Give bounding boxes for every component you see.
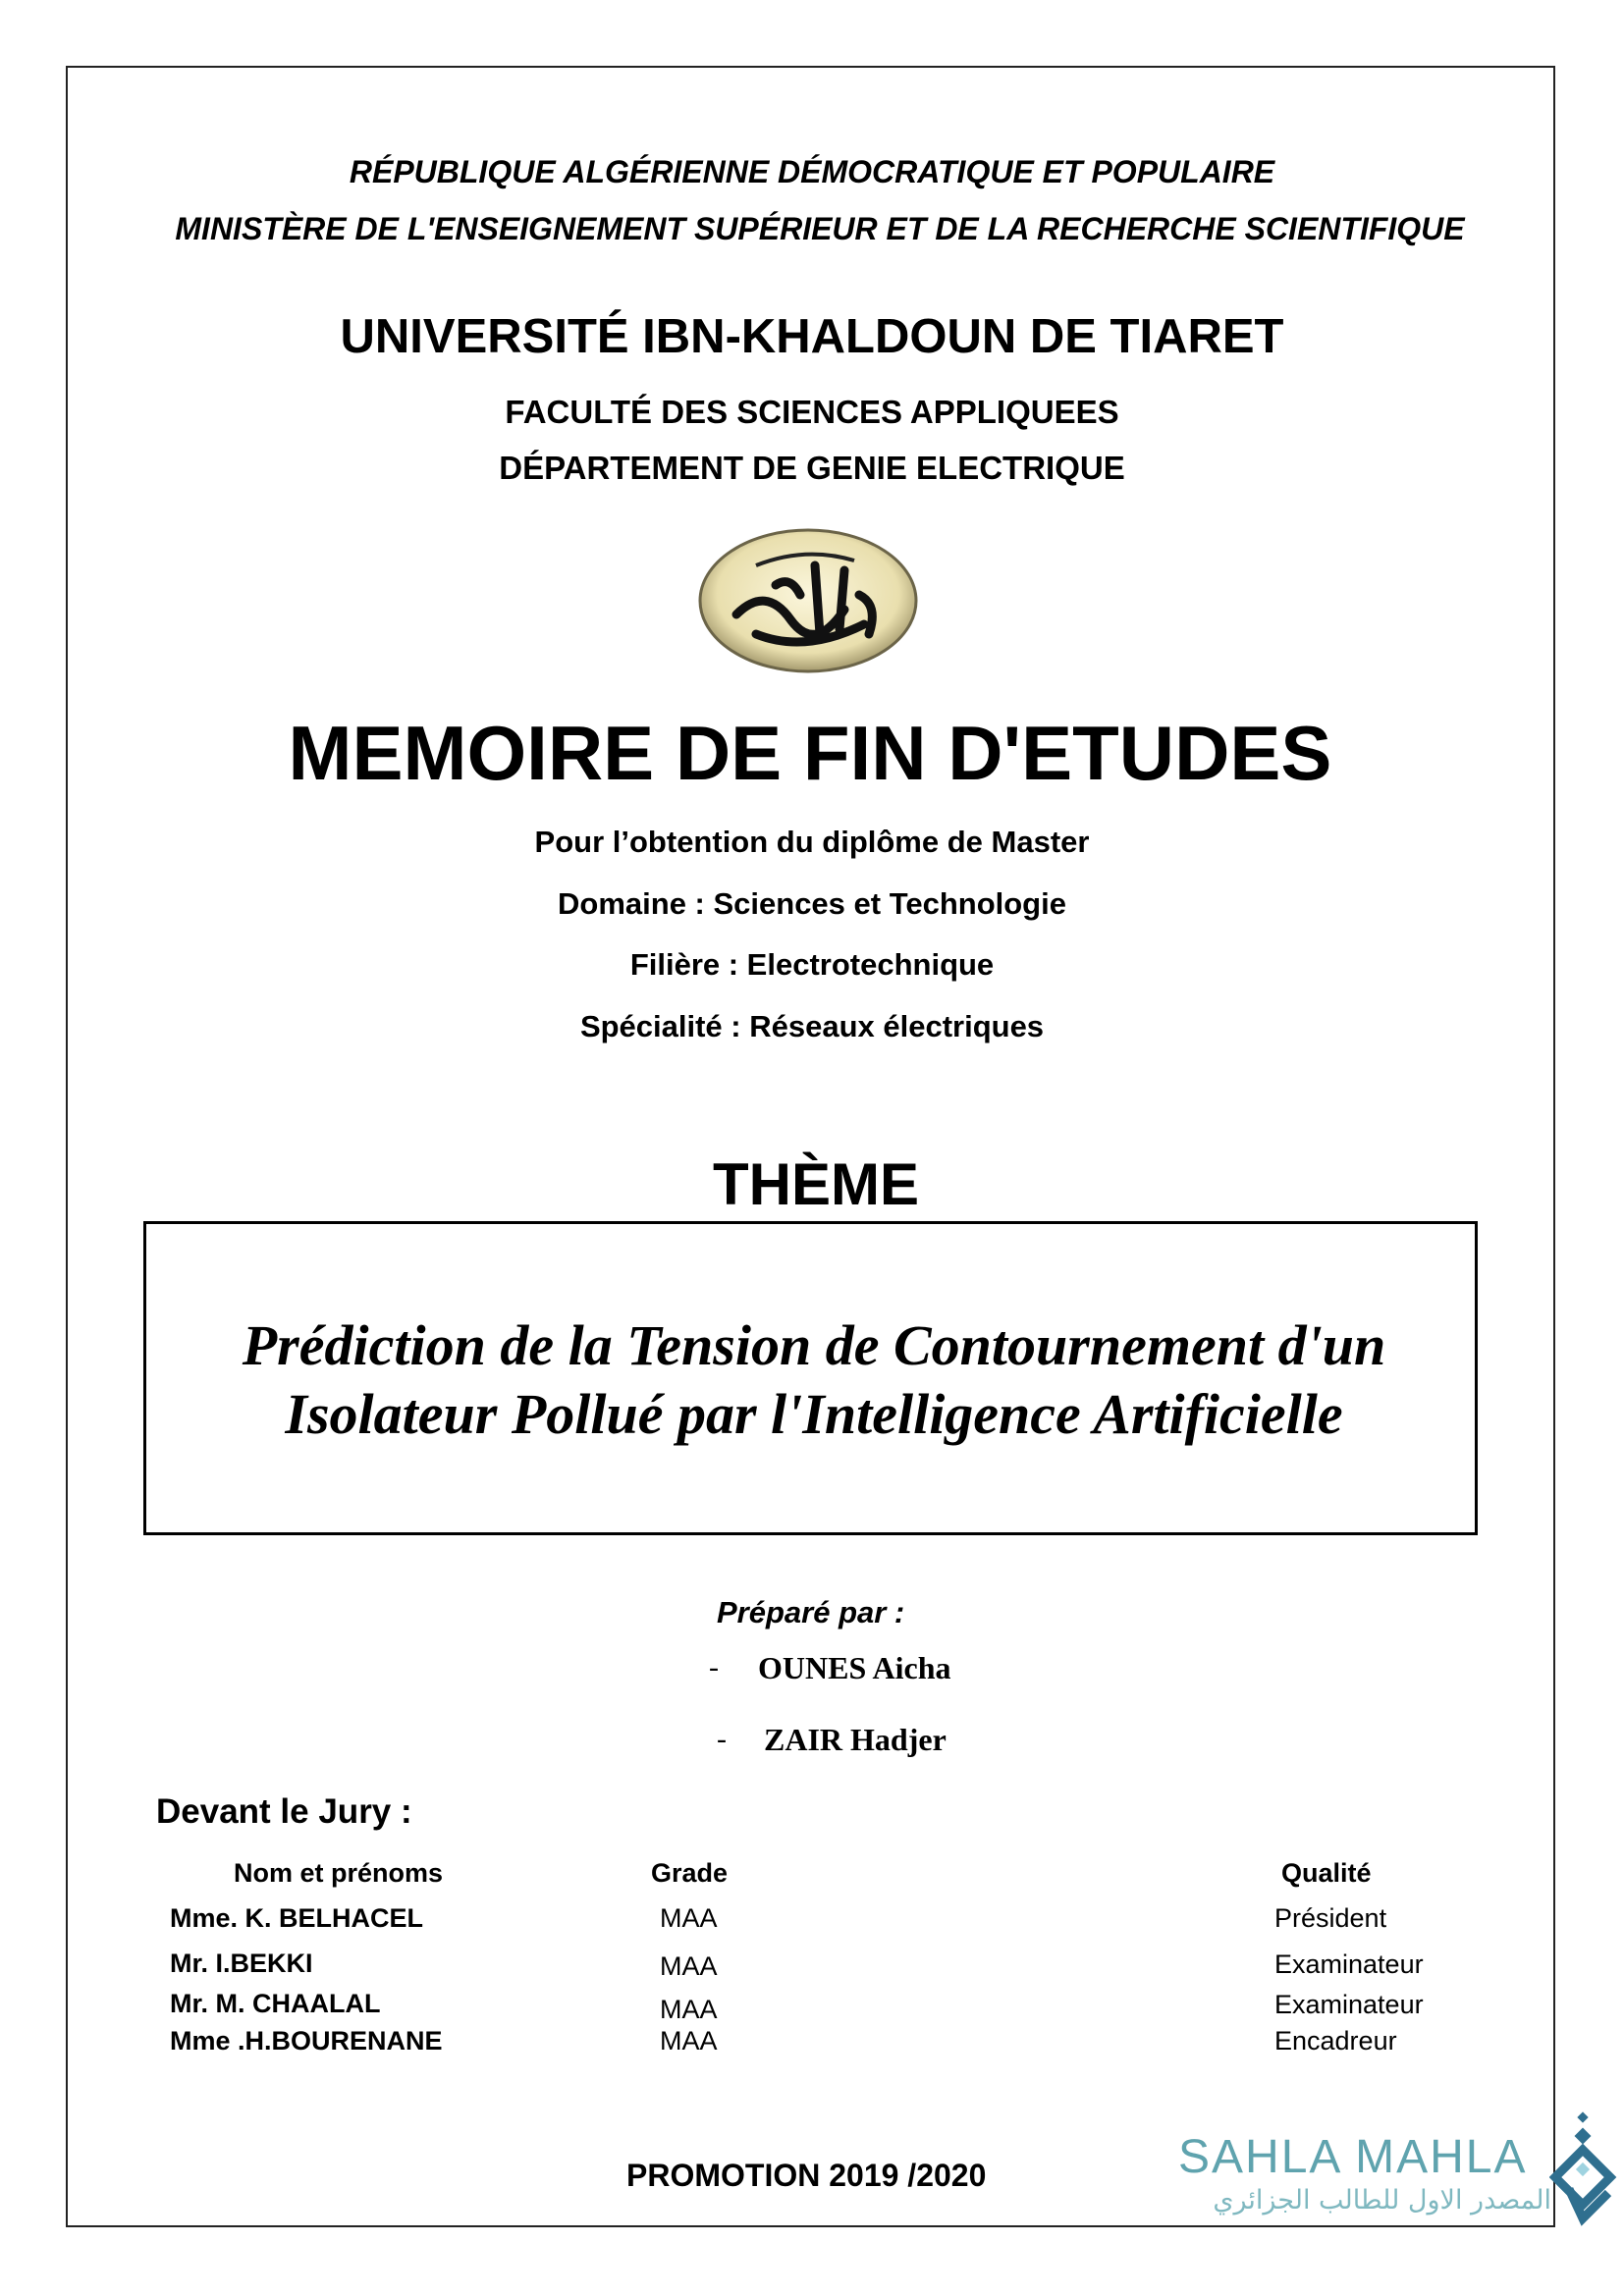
specialty-line: Spécialité : Réseaux électriques xyxy=(579,1009,1045,1043)
theme-label: THÈME xyxy=(713,1151,919,1217)
theme-title-line1: Prédiction de la Tension de Contournement d'un xyxy=(242,1313,1386,1377)
domain-line: Domaine : Sciences et Technologie xyxy=(558,886,1066,921)
jury-member-name: Mme. K. BELHACEL xyxy=(170,1903,424,1933)
jury-member-grade: MAA xyxy=(660,1951,718,1981)
faculty-name: FACULTÉ DES SCIENCES APPLIQUEES xyxy=(505,394,1119,430)
theme-box xyxy=(143,1221,1478,1535)
theme-title-line2: Isolateur Pollué par l'Intelligence Artificielle xyxy=(285,1382,1343,1446)
jury-member-role: Encadreur xyxy=(1274,2026,1397,2056)
jury-member-grade: MAA xyxy=(660,2026,718,2056)
jury-header-grade: Grade xyxy=(651,1858,729,1888)
jury-header-name: Nom et prénoms xyxy=(234,1858,444,1888)
ministry-heading: MINISTÈRE DE L'ENSEIGNEMENT SUPÉRIEUR ET DE LA RECHERCHE SCIENTIFIQUE xyxy=(175,211,1465,246)
watermark-brand: SAHLA MAHLA xyxy=(1178,2131,1528,2183)
jury-member-grade: MAA xyxy=(660,1903,718,1933)
jury-member-name: Mr. I.BEKKI xyxy=(170,1949,313,1978)
university-logo xyxy=(697,526,919,675)
author-dash: - xyxy=(709,1651,719,1683)
watermark-tagline: المصدر الاول للطالب الجزائري xyxy=(1213,2185,1551,2216)
promotion-year: PROMOTION 2019 /2020 xyxy=(626,2158,987,2193)
republic-heading: RÉPUBLIQUE ALGÉRIENNE DÉMOCRATIQUE ET POPULAIRE xyxy=(349,154,1275,189)
field-line: Filière : Electrotechnique xyxy=(629,947,995,982)
university-name: UNIVERSITÉ IBN-KHALDOUN DE TIARET xyxy=(340,310,1284,363)
document-title: MEMOIRE DE FIN D'ETUDES xyxy=(288,710,1332,796)
jury-member-role: Président xyxy=(1274,1903,1387,1933)
jury-member-grade: MAA xyxy=(660,1995,718,2024)
jury-member-name: Mme .H.BOURENANE xyxy=(170,2026,443,2056)
prepared-by-label: Préparé par : xyxy=(717,1595,905,1629)
watermark-logo-icon xyxy=(1549,2110,1624,2228)
jury-member-name: Mr. M. CHAALAL xyxy=(170,1989,381,2018)
diploma-line: Pour l’obtention du diplôme de Master xyxy=(534,825,1090,859)
jury-header-role: Qualité xyxy=(1281,1858,1372,1888)
jury-label: Devant le Jury : xyxy=(156,1792,412,1831)
author-name: OUNES Aicha xyxy=(758,1650,951,1685)
author-dash: - xyxy=(717,1723,727,1755)
jury-member-role: Examinateur xyxy=(1274,1990,1424,2019)
department-name: DÉPARTEMENT DE GENIE ELECTRIQUE xyxy=(499,450,1125,486)
author-name: ZAIR Hadjer xyxy=(764,1722,947,1757)
jury-member-role: Examinateur xyxy=(1274,1949,1424,1979)
